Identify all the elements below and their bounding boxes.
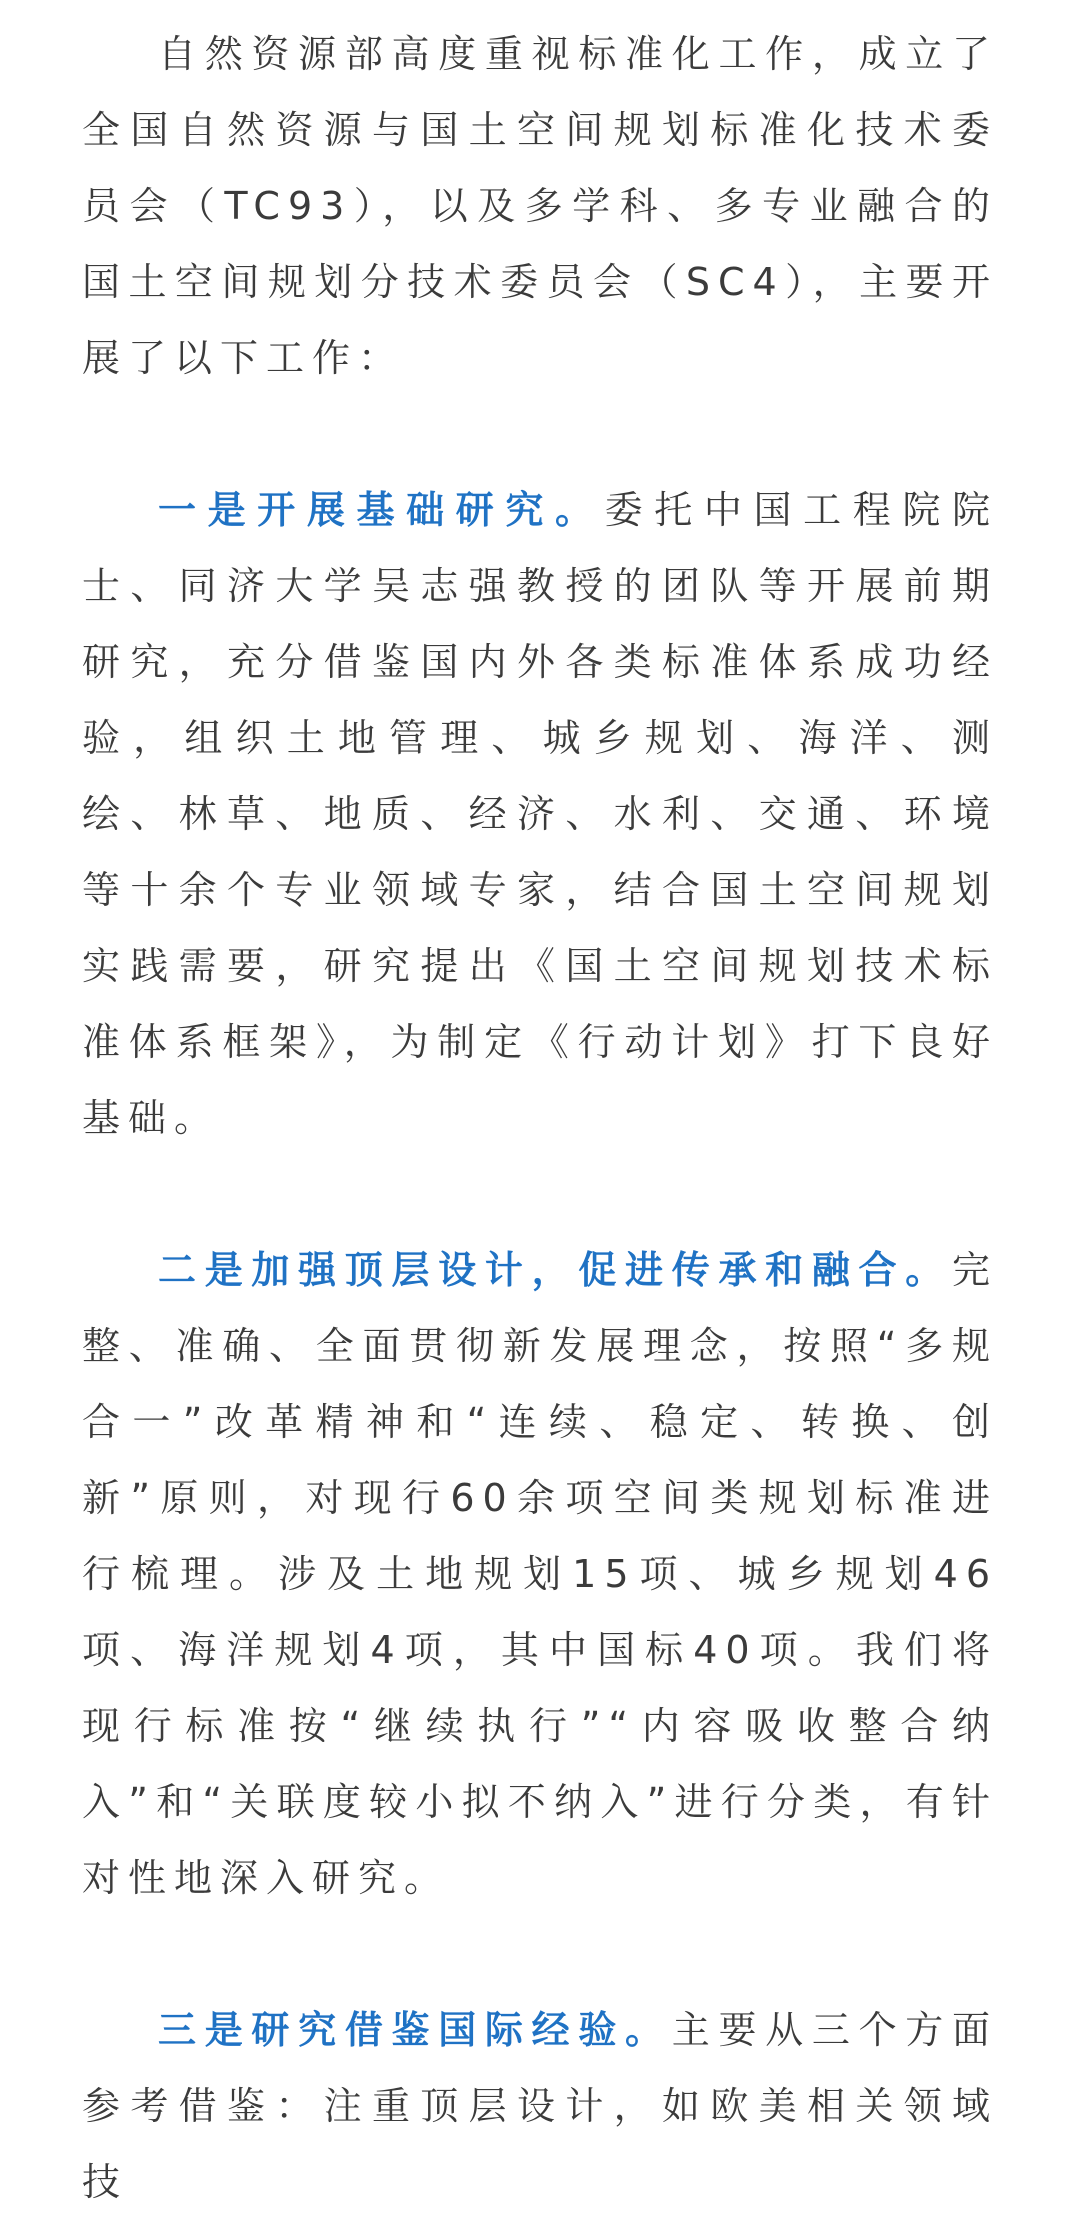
paragraph-text: 委托中国工程院院士、同济大学吴志强教授的团队等开展前期研究，充分借鉴国内外各类标准体系成功经验，组织土地管理、城乡规划、海洋、测绘、林草、地质、经济、水利、交通、环境等十余个专业领域专家，结合国土空间规划实践需要，研究提出《国土空间规划技术标准体系框架》，为制定《行动计划》打下良好基础。	[82, 488, 998, 1140]
paragraph-lead: 三是研究借鉴国际经验。	[158, 2008, 672, 2052]
paragraph-basic-research	[82, 472, 998, 1156]
article-body	[82, 16, 998, 2220]
paragraph-lead: 二是加强顶层设计，促进传承和融合。	[158, 1248, 952, 1292]
paragraph-top-level-design	[82, 1232, 998, 1916]
paragraph-international-experience	[82, 1992, 998, 2220]
paragraph-text: 自然资源部高度重视标准化工作，成立了全国自然资源与国土空间规划标准化技术委员会（TC93），以及多学科、多专业融合的国土空间规划分技术委员会（SC4），主要开展了以下工作：	[82, 32, 998, 380]
paragraph-lead: 一是开展基础研究。	[158, 488, 605, 532]
paragraph-intro	[82, 16, 998, 396]
paragraph-text: 主要从三个方面参考借鉴：注重顶层设计，如欧美相关领域技	[82, 2008, 998, 2204]
paragraph-text: 完整、准确、全面贯彻新发展理念，按照“多规合一”改革精神和“连续、稳定、转换、创新”原则，对现行60余项空间类规划标准进行梳理。涉及土地规划15项、城乡规划46项、海洋规划4项，其中国标40项。我们将现行标准按“继续执行”“内容吸收整合纳入”和“关联度较小拟不纳入”进行分类，有针对性地深入研究。	[82, 1248, 998, 1900]
